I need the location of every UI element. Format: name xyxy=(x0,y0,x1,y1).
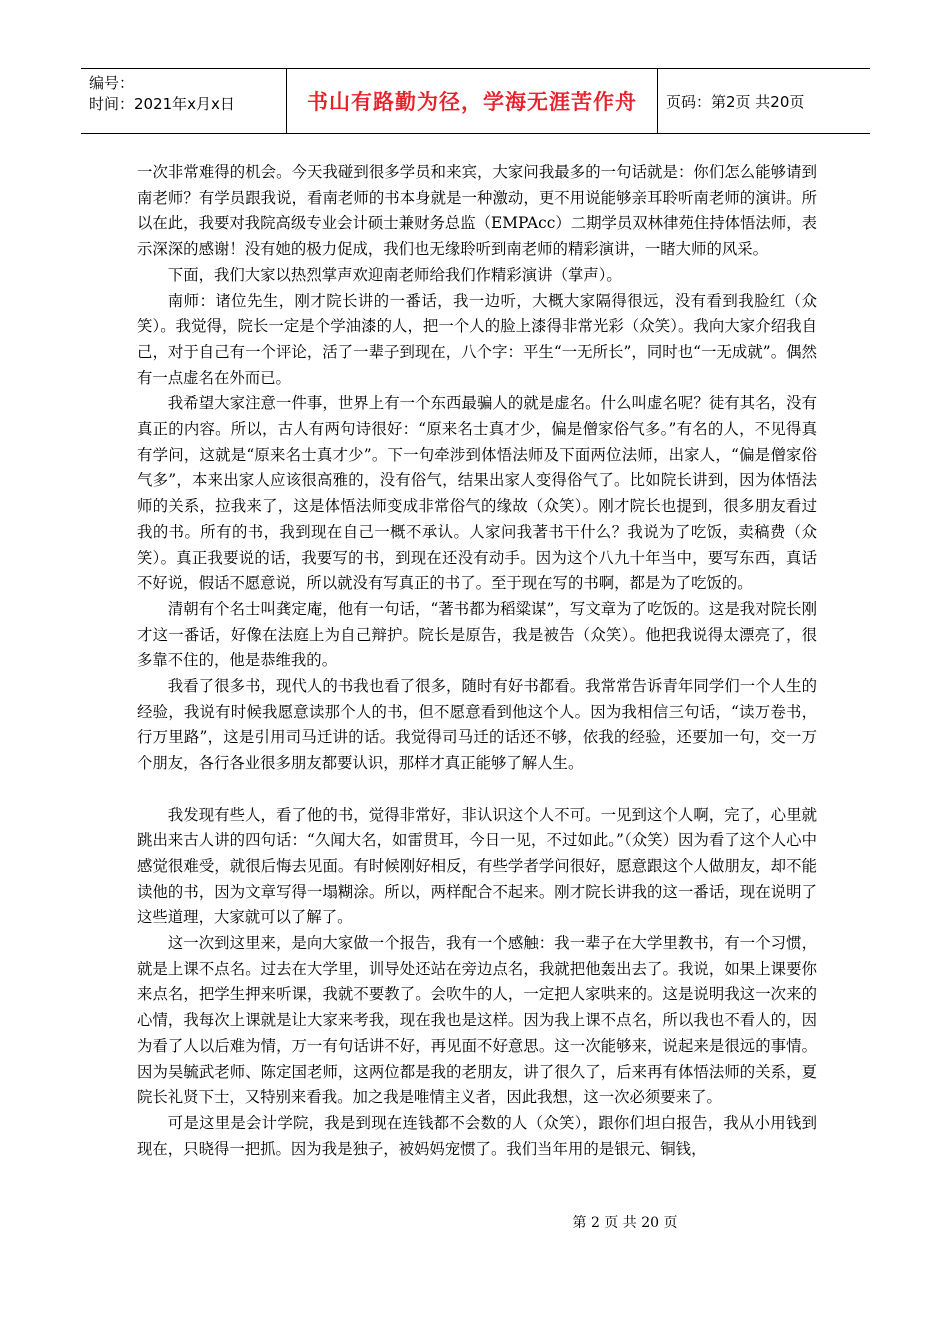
paragraph: 清朝有个名士叫龚定庵，他有一句话，“著书都为稻粱谋”，写文章为了吃饭的。这是我对院长刚才这一番话，好像在法庭上为自己辩护。院长是原告，我是被告（众笑）。他把我说得太漂亮了，很多靠不住的，他是恭维我的。 xyxy=(137,599,817,670)
page-footer: 第 2 页 共 20 页 xyxy=(572,1215,678,1231)
paragraph: 我发现有些人，看了他的书，觉得非常好，非认识这个人不可。一见到这个人啊，完了，心里就跳出来古人讲的四句话：“久闻大名，如雷贯耳，今日一见，不过如此。”（众笑）因为看了这个人心中感觉很难受，就很后悔去见面。有时候刚好相反，有些学者学问很好，愿意跟这个人做朋友，却不能读他的书，因为文章写得一塌糊涂。所以，两样配合不起来。刚才院长讲我的这一番话，现在说明了这些道理，大家就可以了解了。 xyxy=(137,805,817,927)
paragraph: 我看了很多书，现代人的书我也看了很多，随时有好书都看。我常常告诉青年同学们一个人生的经验，我说有时候我愿意读那个人的书，但不愿意看到他这个人。因为我相信三句话，“读万卷书，行万里路”，这是引用司马迁讲的话。我觉得司马迁的话还不够，依我的经验，还要加一句，交一万个朋友，各行各业很多朋友都要认识，那样才真正能够了解人生。 xyxy=(137,677,817,773)
header-page-info: 页码：第2页 共20页 xyxy=(666,92,805,111)
paragraph: 一次非常难得的机会。今天我碰到很多学员和来宾，大家问我最多的一句话就是：你们怎么能够请到南老师？有学员跟我说，看南老师的书本身就是一种激动，更不用说能够亲耳聆听南老师的演讲。所以在此，我要对我院高级专业会计硕士兼财务总监（EMPAcc）二期学员双林律苑住持体悟法师，表示深深的感谢！没有她的极力促成，我们也无缘聆听到南老师的精彩演讲，一睹大师的风采。 xyxy=(137,163,817,259)
document-body xyxy=(137,160,817,1162)
paragraph: 南师：诸位先生，刚才院长讲的一番话，我一边听，大概大家隔得很远，没有看到我脸红（众笑）。我觉得，院长一定是个学油漆的人，把一个人的脸上漆得非常光彩（众笑）。我向大家介绍我自己，对于自己有一个评论，活了一辈子到现在，八个字：平生“一无所长”，同时也“一无成就”。偶然有一点虚名在外而已。 xyxy=(137,291,817,387)
paragraph: 下面，我们大家以热烈掌声欢迎南老师给我们作精彩演讲（掌声）。 xyxy=(167,265,622,284)
paragraph: 我希望大家注意一件事，世界上有一个东西最骗人的就是虚名。什么叫虚名呢？徒有其名，没有真正的内容。所以，古人有两句诗很好：“原来名士真才少，偏是僧家俗气多。”有名的人，不见得真有学问，这就是“原来名士真才少”。下一句牵涉到体悟法师及下面两位法师，出家人，“偏是僧家俗气多”，本来出家人应该很高雅的，没有俗气，结果出家人变得俗气了。比如院长讲到，因为体悟法师的关系，拉我来了，这是体悟法师变成非常俗气的缘故（众笑）。刚才院长也提到，很多朋友看过我的书。所有的书，我到现在自己一概不承认。人家问我著书干什么？我说为了吃饭，卖稿费（众笑）。真正我要说的话，我要写的书，到现在还没有动手。因为这个八九十年当中，要写东西，真话不好说，假话不愿意说，所以就没有写真正的书了。至于现在写的书啊，都是为了吃饭的。 xyxy=(137,394,817,593)
header-motto: 书山有路勤为径，学海无涯苦作舟 xyxy=(286,69,658,133)
paragraph: 这一次到这里来，是向大家做一个报告，我有一个感触：我一辈子在大学里教书，有一个习惯，就是上课不点名。过去在大学里，训导处还站在旁边点名，我就把他轰出去了。我说，如果上课要你来点名，把学生押来听课，我就不要教了。会吹牛的人，一定把人家哄来的。这是说明我这一次来的心情，我每次上课就是让大家来考我，现在我也是这样。因为我上课不点名，所以我也不看人的，因为看了人以后难为情，万一有句话讲不好，再见面不好意思。这一次能够来，说起来是很远的事情。因为吴毓武老师、陈定国老师，这两位都是我的老朋友，讲了很久了，后来再有体悟法师的关系，夏院长礼贤下士，又特别来看我。加之我是唯情主义者，因此我想，这一次必须要来了。 xyxy=(137,934,817,1107)
paragraph: 可是这里是会计学院，我是到现在连钱都不会数的人（众笑），跟你们坦白报告，我从小用钱到现在，只晓得一把抓。因为我是独子，被妈妈宠惯了。我们当年用的是银元、铜钱， xyxy=(137,1114,817,1158)
header-meta xyxy=(81,69,286,133)
document-date: 时间：2021年x月x日 xyxy=(89,95,235,113)
page-header xyxy=(81,68,870,134)
document-number-label: 编号： xyxy=(89,74,135,92)
